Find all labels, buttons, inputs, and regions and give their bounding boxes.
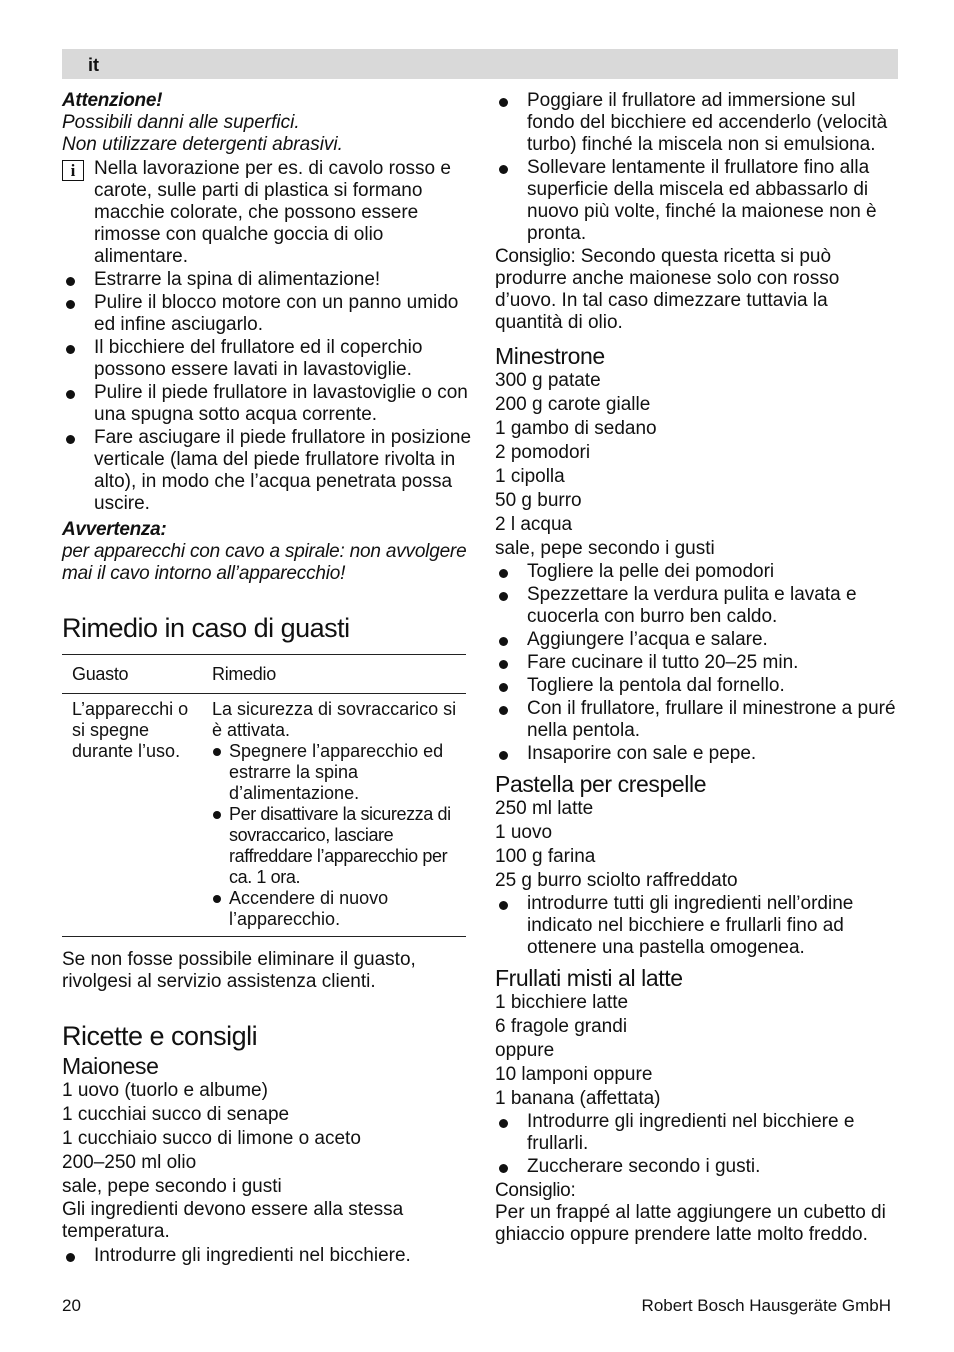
attention-line: Non utilizzare detergenti abrasivi. — [62, 134, 343, 155]
list-item: Spegnere l’apparecchio ed estrarre la spina d’alimentazione. — [212, 741, 466, 804]
minestrone-title: Minestrone — [495, 343, 605, 369]
ingredient: 1 uovo (tuorlo e albume) — [62, 1080, 268, 1101]
language-code: it — [88, 55, 99, 75]
tip-text: Per un frappé al latte aggiungere un cubetto di ghiaccio oppure prendere latte molto freddo. — [495, 1202, 886, 1245]
maionese-steps-cont — [495, 90, 900, 245]
tip-label: Consiglio: — [495, 246, 576, 267]
remedy-list — [212, 741, 466, 930]
page-number: 20 — [62, 1296, 81, 1315]
remedy-intro: La sicurezza di sovraccarico si è attivata. — [212, 699, 457, 740]
crespelle-ingredients — [495, 797, 900, 893]
info-text: Nella lavorazione per es. di cavolo rosso e carote, sulle parti di plastica si formano macchie colorate, che possono essere rimosse con qualche goccia di olio alimentare. — [94, 158, 451, 267]
list-item: Il bicchiere del frullatore ed il coperchio possono essere lavati in lavastoviglie. — [62, 337, 472, 381]
company-name: Robert Bosch Hausgeräte GmbH — [641, 1296, 891, 1315]
remedy-cell — [202, 694, 466, 937]
list-item: Spezzettare la verdura pulita e lavata e cuocerla con burro ben caldo. — [495, 584, 900, 628]
troubleshoot-table — [62, 654, 466, 937]
ingredient: 100 g farina — [495, 846, 596, 867]
table-header-guasto: Guasto — [62, 655, 202, 694]
ingredient: 10 lamponi oppure — [495, 1064, 653, 1085]
minestrone-steps — [495, 561, 900, 765]
left-column — [62, 90, 472, 1268]
list-item: Aggiungere l’acqua e salare. — [495, 629, 900, 651]
attention-title: Attenzione! — [62, 90, 163, 111]
recipes-heading: Ricette e consigli — [62, 1021, 258, 1051]
ingredient: 25 g burro sciolto raffreddato — [495, 870, 738, 891]
ingredient: 1 banana (affettata) — [495, 1088, 661, 1109]
cleaning-list — [62, 269, 472, 515]
table-header-rimedio: Rimedio — [202, 655, 466, 694]
ingredient: 6 fragole grandi — [495, 1016, 628, 1037]
ingredient: 2 l acqua — [495, 514, 573, 535]
list-item: Accendere di nuovo l’apparecchio. — [212, 888, 466, 930]
ingredient: 1 uovo — [495, 822, 553, 843]
ingredient: 1 bicchiere latte — [495, 992, 629, 1013]
service-text: Se non fosse possibile eliminare il guasto, rivolgesi al servizio assistenza clienti. — [62, 949, 416, 992]
list-item: Estrarre la spina di alimentazione! — [62, 269, 472, 291]
ingredient: 2 pomodori — [495, 442, 591, 463]
ingredient: 200–250 ml olio — [62, 1152, 197, 1173]
troubleshoot-heading: Rimedio in caso di guasti — [62, 613, 350, 643]
tip-label: Consiglio: — [495, 1180, 576, 1201]
list-item: Con il frullatore, frullare il minestrone a puré nella pentola. — [495, 698, 900, 742]
list-item: introdurre tutti gli ingredienti nell’ordine indicato nel bicchiere e frullarli fino ad ottenere una pastella omogenea. — [495, 893, 900, 959]
tip-maionese — [495, 246, 900, 334]
minestrone-ingredients — [495, 369, 900, 561]
ingredient: 200 g carote gialle — [495, 394, 651, 415]
list-item: Introdurre gli ingredienti nel bicchiere. — [62, 1245, 472, 1267]
ingredient: sale, pepe secondo i gusti — [495, 538, 715, 559]
maionese-title: Maionese — [62, 1053, 159, 1079]
crespelle-steps — [495, 893, 900, 959]
table-row — [62, 694, 466, 937]
language-bar — [62, 49, 898, 79]
ingredient: 250 ml latte — [495, 798, 594, 819]
warning-text: per apparecchi con cavo a spirale: non avvolgere mai il cavo intorno all’apparecchio! — [62, 541, 467, 584]
frullati-title: Frullati misti al latte — [495, 965, 683, 991]
list-item: Sollevare lentamente il frullatore fino alla superficie della miscela ed abbassarlo di nuovo più volte, finché la maionese non è pronta. — [495, 157, 900, 245]
ingredient: oppure — [495, 1040, 555, 1061]
ingredient: 1 cipolla — [495, 466, 565, 487]
ingredient: 1 cucchiai succo di senape — [62, 1104, 290, 1125]
frullati-steps — [495, 1111, 900, 1178]
crespelle-title: Pastella per crespelle — [495, 771, 707, 797]
tip-text: Secondo questa ricetta si può produrre anche maionese solo con rosso d’uovo. In tal caso dimezzare tuttavia la quantità di olio. — [495, 246, 840, 333]
info-note — [62, 158, 472, 268]
list-item: Togliere la pelle dei pomodori — [495, 561, 900, 583]
fault-cell: L’apparecchi o si spegne durante l’uso. — [62, 694, 202, 937]
attention-line: Possibili danni alle superfici. — [62, 112, 300, 133]
list-item: Introdurre gli ingredienti nel bicchiere e frullarli. — [495, 1111, 900, 1155]
list-item: Zuccherare secondo i gusti. — [495, 1156, 900, 1178]
list-item: Pulire il piede frullatore in lavastoviglie o con una spugna sotto acqua corrente. — [62, 382, 472, 426]
ingredient: 1 cucchiaio succo di limone o aceto — [62, 1128, 361, 1149]
maionese-ingredients — [62, 1079, 472, 1199]
right-column — [495, 90, 900, 1246]
list-item: Fare asciugare il piede frullatore in posizione verticale (lama del piede frullatore rivolta in alto), in modo che l’acqua penetrata possa uscire. — [62, 427, 472, 515]
warning-title: Avvertenza: — [62, 519, 167, 540]
ingredient: 300 g patate — [495, 370, 601, 391]
ingredient: 50 g burro — [495, 490, 582, 511]
maionese-note: Gli ingredienti devono essere alla stessa temperatura. — [62, 1199, 404, 1242]
ingredient: 1 gambo di sedano — [495, 418, 657, 439]
list-item: Togliere la pentola dal fornello. — [495, 675, 900, 697]
list-item: Poggiare il frullatore ad immersione sul fondo del bicchiere ed accenderlo (velocità turbo) finché la miscela non si emulsiona. — [495, 90, 900, 156]
info-icon: i — [62, 160, 84, 181]
frullati-ingredients — [495, 991, 900, 1111]
list-item: Insaporire con sale e pepe. — [495, 743, 900, 765]
list-item: Per disattivare la sicurezza di sovraccarico, lasciare raffreddare l’apparecchio per ca. 1 ora. — [212, 804, 466, 888]
maionese-steps — [62, 1245, 472, 1267]
list-item: Fare cucinare il tutto 20–25 min. — [495, 652, 900, 674]
list-item: Pulire il blocco motore con un panno umido ed infine asciugarlo. — [62, 292, 472, 336]
ingredient: sale, pepe secondo i gusti — [62, 1176, 282, 1197]
